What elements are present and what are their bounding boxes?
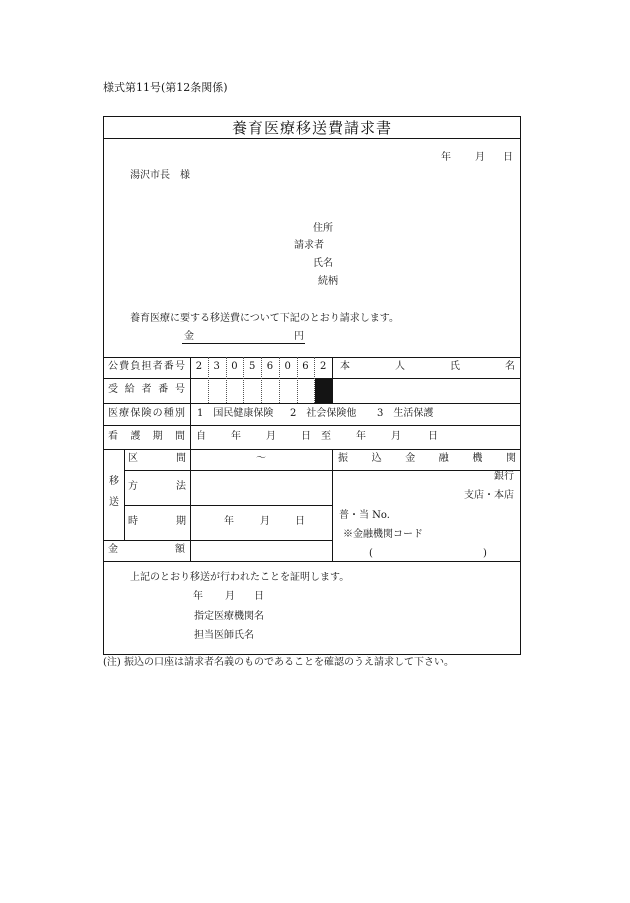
section-label [128,453,186,465]
claimant-label: 請求者 [294,240,324,251]
patient-name-label [340,361,515,373]
bank-column-rule [332,449,333,561]
table-rule [124,505,332,506]
label-character: 公 [108,361,118,372]
table-rule [103,449,521,450]
request-date-month: 月 [475,152,485,163]
public-payer-digit: 0 [231,361,238,372]
public-payer-digit: 6 [302,361,309,372]
recipient-number-label [108,384,185,396]
timing-label [128,516,186,528]
public-payer-digit: 3 [213,361,220,372]
label-character: 期 [152,431,163,442]
addressee: 湯沢市長 様 [130,170,190,181]
form-number: 様式第11号(第12条関係) [103,81,228,94]
label-character: 時 [128,516,138,527]
label-character: 険 [141,408,152,419]
label-character: 間 [176,453,186,464]
request-statement: 養育医療に要する移送費について下記のとおり請求します。 [130,313,399,324]
label-character: 受 [108,384,118,395]
title-rule [103,138,521,139]
label-character: 号 [174,361,185,372]
label-character: 番 [158,384,169,395]
care-period-label [108,431,185,443]
request-date-year: 年 [441,152,451,163]
label-character: 名 [505,361,515,372]
label-character: 者 [141,384,152,395]
public-payer-digit: 2 [319,361,327,372]
institution-label: 指定医療機関名 [194,611,264,622]
label-character: 法 [176,481,186,492]
amount-label [108,544,185,556]
care-period-from-day: 日 [301,431,311,442]
label-character: 医 [108,408,118,419]
certification-day: 日 [254,591,264,602]
certification-month: 月 [225,591,235,602]
label-character: 種 [163,408,174,419]
label-character: 氏 [450,361,460,372]
care-period-to-month: 月 [391,431,401,442]
label-column-rule [190,357,191,561]
care-period-to-year: 年 [356,431,366,442]
bank-code-open: ( [369,548,373,559]
label-character: 込 [371,453,382,464]
label-character: 担 [141,361,152,372]
address-label: 住所 [313,223,333,234]
label-character: 本 [340,361,350,372]
public-payer-digit: 0 [284,361,291,372]
table-rule [103,561,521,562]
label-character: 費 [119,361,130,372]
label-character: 金 [405,453,416,464]
insurance-type-label [108,408,185,420]
label-character: 号 [175,384,185,395]
label-character: の [152,408,163,419]
amount-prefix: 金 [184,331,194,342]
insurance-option: 1 国民健康保険 [197,408,274,419]
timing-month: 月 [260,516,270,527]
label-character: 関 [505,453,516,464]
label-character: 間 [174,431,185,442]
label-character: 機 [472,453,483,464]
branch-suffix: 支店・本店 [464,490,514,501]
label-character: 護 [130,431,141,442]
label-character: 送 [109,497,119,508]
method-label [128,481,186,493]
transport-label [108,476,120,509]
label-character: 振 [338,453,348,464]
care-period-from: 自 [196,431,206,442]
table-rule [103,425,521,426]
table-rule [103,403,521,404]
label-character: 者 [152,361,163,372]
label-character: 給 [124,384,135,395]
table-rule [103,378,521,379]
label-character: 看 [108,431,118,442]
public-payer-label [108,361,185,373]
bank-suffix: 銀行 [494,471,514,482]
footnote: (注) 振込の口座は請求者名義のものであることを確認のうえ請求して下さい。 [103,657,454,668]
request-date-day: 日 [503,152,513,163]
label-character: 方 [128,481,138,492]
account-number-label: 普・当 No. [339,510,390,521]
label-character: 区 [128,453,138,464]
form-title: 養育医療移送費請求書 [231,119,392,137]
label-character: 融 [438,453,449,464]
name-column-rule [332,357,333,403]
care-period-to: 至 [321,431,331,442]
section-value: 〜 [256,453,266,464]
table-rule [103,540,332,541]
masked-cell [315,379,333,404]
doctor-label: 担当医師氏名 [194,630,254,641]
bank-code-label: ※金融機関コード [343,529,423,540]
bank-code-close: ) [483,548,487,559]
label-character: 金 [108,544,118,555]
timing-day: 日 [295,516,305,527]
label-character: 移 [109,476,119,487]
label-character: 負 [130,361,141,372]
label-character: 期 [176,516,186,527]
insurance-option: 2 社会保険他 [290,408,357,419]
label-character: 番 [163,361,174,372]
public-payer-digit: 2 [195,361,203,372]
public-payer-digit: 6 [266,361,274,372]
label-character: 別 [174,408,185,419]
certification-year: 年 [193,591,203,602]
name-label: 氏名 [313,258,333,269]
bank-header [338,453,516,465]
label-character: 保 [130,408,141,419]
amount-suffix: 円 [294,331,304,342]
transport-column-rule [124,449,125,540]
label-character: 額 [175,544,185,555]
table-rule [103,357,521,358]
amount-underline [182,343,305,344]
certification-statement: 上記のとおり移送が行われたことを証明します。 [130,572,350,583]
care-period-from-month: 月 [266,431,276,442]
label-character: 療 [119,408,130,419]
insurance-option: 3 生活保護 [377,408,434,419]
care-period-to-day: 日 [428,431,438,442]
public-payer-digit: 5 [248,361,256,372]
care-period-from-year: 年 [231,431,241,442]
relation-label: 続柄 [318,276,338,287]
label-character: 人 [395,361,405,372]
timing-year: 年 [224,516,234,527]
